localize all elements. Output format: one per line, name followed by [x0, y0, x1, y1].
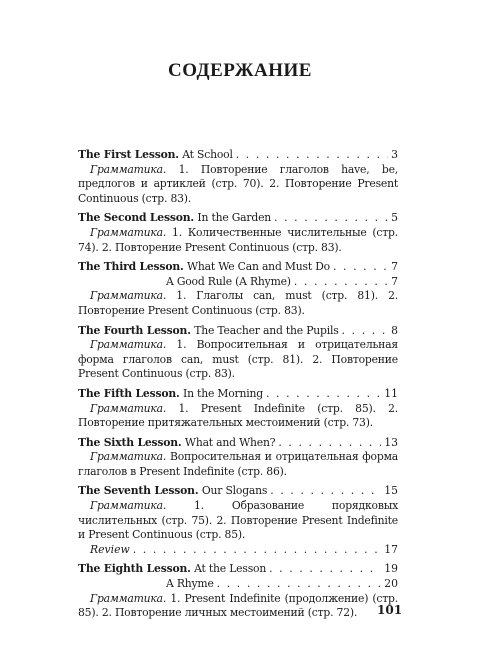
toc-entry-6 — [78, 436, 398, 480]
lesson-title: At School — [182, 148, 233, 161]
page-ref: 7 — [391, 260, 398, 274]
lesson-name: The Eighth Lesson. — [78, 562, 191, 576]
page-ref: 7 — [391, 274, 398, 288]
lesson-name: The Fifth Lesson. — [78, 386, 180, 400]
page-ref: 8 — [391, 323, 398, 337]
page-number: 101 — [377, 603, 403, 617]
grammar-text: 1. Present Indefinite (стр. 85). 2. Повторение притяжательных местоимений (стр. 73). — [78, 401, 398, 430]
grammar-note — [78, 499, 398, 543]
toc-entry-2 — [78, 211, 398, 255]
page-ref: 19 — [384, 562, 398, 576]
grammar-note — [78, 450, 398, 479]
dot-leader — [269, 562, 381, 577]
dot-leader — [278, 436, 381, 451]
dot-leader — [270, 484, 381, 499]
toc-entry-1 — [78, 148, 398, 206]
page-ref: 15 — [384, 484, 398, 498]
grammar-label: Грамматика. — [90, 162, 167, 176]
lesson-title: At the Lesson — [194, 562, 267, 576]
lesson-name: The Fourth Lesson. — [78, 323, 191, 337]
page-ref: 11 — [384, 386, 398, 400]
grammar-label: Грамматика. — [90, 450, 167, 464]
page-ref: 13 — [384, 435, 398, 449]
page-title: СОДЕРЖАНИЕ — [168, 60, 312, 81]
dot-leader — [266, 387, 381, 402]
lesson-name: The Second Lesson. — [78, 211, 194, 225]
toc-entry-7 — [78, 484, 398, 557]
grammar-label: Грамматика. — [90, 289, 167, 303]
grammar-text: 1. Present Indefinite (продолжение) (стр. 85). 2. Повторение личных местоимений (стр. 72). — [78, 591, 398, 620]
table-of-contents — [78, 148, 398, 626]
lesson-name: The Third Lesson. — [78, 260, 184, 274]
grammar-note — [78, 163, 398, 207]
dot-leader — [236, 148, 388, 163]
grammar-label: Грамматика. — [90, 499, 167, 513]
lesson-title: The Teacher and the Pupils — [194, 323, 339, 337]
grammar-label: Грамматика. — [90, 338, 167, 352]
grammar-text: 1. Повторение глаголов have, be, предлогов и артиклей (стр. 70). 2. Повторение Present Continuous (стр. 83). — [78, 162, 398, 205]
lesson-name: The First Lesson. — [78, 148, 179, 161]
lesson-title: What and When? — [184, 435, 276, 449]
grammar-label: Грамматика. — [90, 225, 167, 239]
dot-leader — [294, 275, 388, 290]
dot-leader — [342, 324, 389, 339]
dot-leader — [274, 211, 388, 226]
dot-leader — [217, 577, 382, 592]
toc-entry-4 — [78, 324, 398, 382]
toc-entry-8 — [78, 562, 398, 620]
sub-title: A Good Rule (A Rhyme) — [166, 274, 291, 288]
toc-entry-5 — [78, 387, 398, 431]
grammar-text: 1. Вопросительная и отрицательная форма глаголов can, must (стр. 81). 2. Повторение Present Continuous (стр. 83). — [78, 338, 399, 381]
grammar-label: Грамматика. — [90, 591, 167, 605]
page-ref: 5 — [391, 211, 398, 225]
grammar-label: Грамматика. — [90, 401, 167, 415]
lesson-title: What We Can and Must Do — [186, 260, 330, 274]
sub-title: A Rhyme — [166, 577, 214, 591]
lesson-title: In the Garden — [197, 211, 272, 225]
grammar-text: Вопросительная и отрицательная форма глаголов в Present Indefinite (стр. 86). — [78, 450, 399, 478]
page-ref: 17 — [384, 542, 398, 556]
grammar-note — [78, 289, 398, 318]
lesson-name: The Sixth Lesson. — [78, 435, 182, 449]
grammar-note — [78, 592, 398, 621]
dot-leader — [333, 260, 388, 275]
grammar-text: 1. Образование порядковых числительных (стр. 75). 2. Повторение Present Indefinite и Present Continuous (стр. 85). — [78, 499, 398, 542]
lesson-title: In the Morning — [183, 386, 263, 400]
lesson-name: The Seventh Lesson. — [78, 484, 199, 498]
grammar-note — [78, 338, 398, 382]
dot-leader — [133, 543, 385, 558]
review-label: Review — [90, 542, 130, 556]
grammar-text: 1. Глаголы can, must (стр. 81). 2. Повторение Present Continuous (стр. 83). — [78, 289, 398, 317]
grammar-note — [78, 226, 398, 255]
lesson-title: Our Slogans — [201, 484, 268, 498]
grammar-text: 1. Количественные числительные (стр. 74). 2. Повторение Present Continuous (стр. 83). — [78, 225, 398, 254]
page-ref: 3 — [391, 148, 398, 161]
page-ref: 20 — [384, 577, 398, 591]
toc-entry-3 — [78, 260, 398, 318]
grammar-note — [78, 402, 398, 431]
